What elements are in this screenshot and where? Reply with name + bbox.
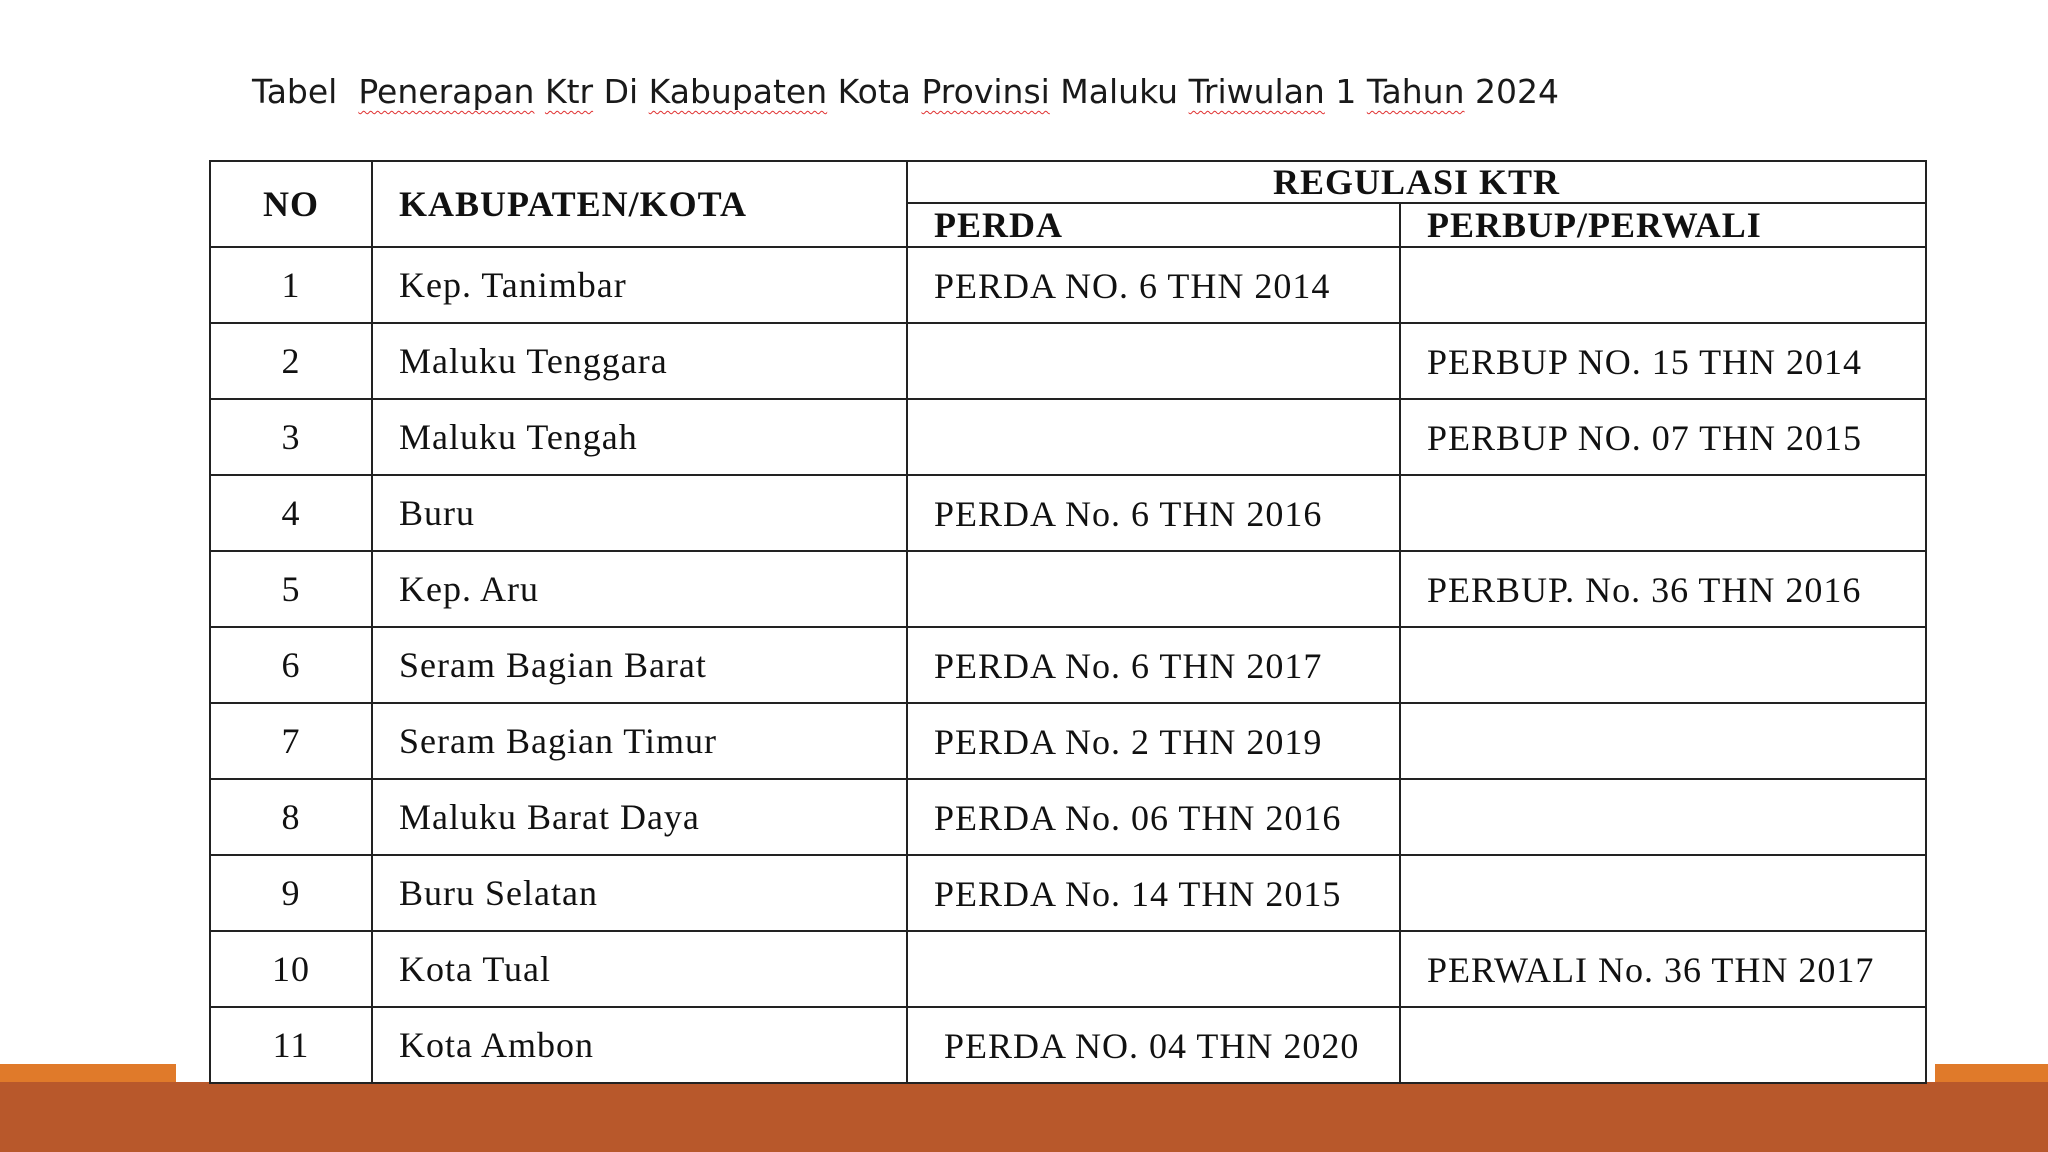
cell-no: 11 xyxy=(210,1007,372,1083)
cell-perbup xyxy=(1400,627,1926,703)
cell-kabupaten: Kep. Tanimbar xyxy=(372,247,907,323)
header-no: NO xyxy=(210,161,372,247)
cell-no: 5 xyxy=(210,551,372,627)
cell-perbup: PERBUP NO. 15 THN 2014 xyxy=(1400,323,1926,399)
cell-perbup xyxy=(1400,779,1926,855)
cell-kabupaten: Buru Selatan xyxy=(372,855,907,931)
title-part: Kabupaten xyxy=(648,72,828,111)
cell-kabupaten: Kota Ambon xyxy=(372,1007,907,1083)
table-row xyxy=(210,1007,1926,1083)
table-row xyxy=(210,551,1926,627)
table-row xyxy=(210,779,1926,855)
cell-kabupaten: Maluku Tenggara xyxy=(372,323,907,399)
title-part: Di xyxy=(593,72,649,111)
cell-perda: PERDA No. 14 THN 2015 xyxy=(907,855,1400,931)
cell-perda xyxy=(907,323,1400,399)
cell-no: 1 xyxy=(210,247,372,323)
table-row xyxy=(210,703,1926,779)
cell-perbup: PERBUP NO. 07 THN 2015 xyxy=(1400,399,1926,475)
cell-perda: PERDA No. 6 THN 2016 xyxy=(907,475,1400,551)
footer-bar xyxy=(0,1082,2048,1152)
table-row xyxy=(210,855,1926,931)
table-row xyxy=(210,399,1926,475)
regulasi-ktr-table xyxy=(209,160,1927,1084)
title-part: Provinsi xyxy=(921,72,1050,111)
cell-no: 6 xyxy=(210,627,372,703)
title-part: Triwulan xyxy=(1188,72,1325,111)
footer-accent-left xyxy=(0,1064,176,1082)
cell-kabupaten: Seram Bagian Barat xyxy=(372,627,907,703)
table-row xyxy=(210,931,1926,1007)
cell-no: 9 xyxy=(210,855,372,931)
title-part: Kota xyxy=(827,72,922,111)
cell-kabupaten: Maluku Tengah xyxy=(372,399,907,475)
table-header-row xyxy=(210,161,1926,203)
cell-kabupaten: Seram Bagian Timur xyxy=(372,703,907,779)
cell-perda: PERDA No. 2 THN 2019 xyxy=(907,703,1400,779)
header-perbup: PERBUP/PERWALI xyxy=(1400,203,1926,247)
cell-perda: PERDA NO. 04 THN 2020 xyxy=(907,1007,1400,1083)
header-regulasi: REGULASI KTR xyxy=(907,161,1926,203)
title-part: Tabel xyxy=(252,72,359,111)
table-row xyxy=(210,323,1926,399)
cell-perda xyxy=(907,399,1400,475)
cell-perbup xyxy=(1400,703,1926,779)
cell-kabupaten: Buru xyxy=(372,475,907,551)
cell-perda: PERDA NO. 6 THN 2014 xyxy=(907,247,1400,323)
table-row xyxy=(210,475,1926,551)
cell-no: 7 xyxy=(210,703,372,779)
footer-accent-right xyxy=(1935,1064,2048,1082)
table-row xyxy=(210,247,1926,323)
title-part: Ktr xyxy=(544,72,594,111)
slide-title xyxy=(252,72,1559,111)
cell-perbup xyxy=(1400,855,1926,931)
cell-no: 10 xyxy=(210,931,372,1007)
cell-no: 2 xyxy=(210,323,372,399)
title-part: Penerapan xyxy=(358,72,535,111)
title-part xyxy=(534,72,545,111)
cell-perbup xyxy=(1400,247,1926,323)
cell-kabupaten: Kota Tual xyxy=(372,931,907,1007)
header-kabupaten: KABUPATEN/KOTA xyxy=(372,161,907,247)
title-part: 2024 xyxy=(1464,72,1559,111)
cell-no: 4 xyxy=(210,475,372,551)
cell-no: 8 xyxy=(210,779,372,855)
cell-perbup xyxy=(1400,1007,1926,1083)
cell-perda: PERDA No. 6 THN 2017 xyxy=(907,627,1400,703)
cell-perda xyxy=(907,931,1400,1007)
title-part: Maluku xyxy=(1049,72,1189,111)
title-part: Tahun xyxy=(1366,72,1465,111)
header-perda: PERDA xyxy=(907,203,1400,247)
cell-perbup: PERWALI No. 36 THN 2017 xyxy=(1400,931,1926,1007)
cell-no: 3 xyxy=(210,399,372,475)
cell-perda: PERDA No. 06 THN 2016 xyxy=(907,779,1400,855)
cell-perbup: PERBUP. No. 36 THN 2016 xyxy=(1400,551,1926,627)
cell-perda xyxy=(907,551,1400,627)
title-part: 1 xyxy=(1324,72,1367,111)
table-row xyxy=(210,627,1926,703)
cell-perbup xyxy=(1400,475,1926,551)
cell-kabupaten: Maluku Barat Daya xyxy=(372,779,907,855)
cell-kabupaten: Kep. Aru xyxy=(372,551,907,627)
